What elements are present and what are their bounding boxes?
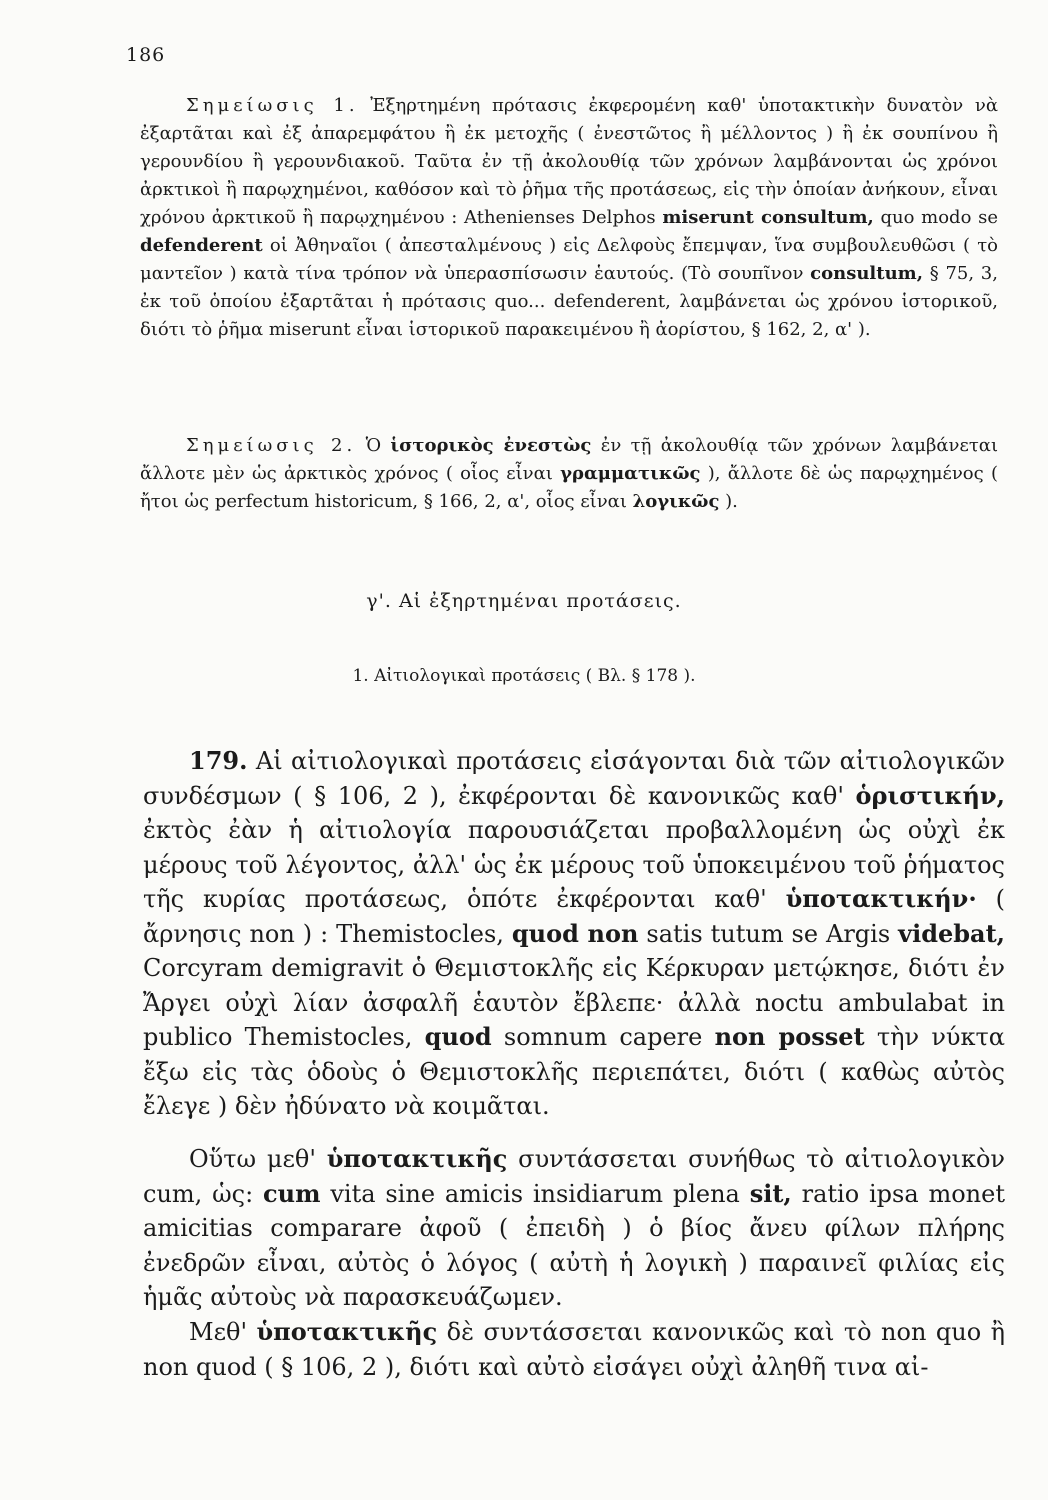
note-1-text-1: Ἐξηρτημένη πρότασις ἐκφερομένη καθ' ὑποτακτικὴν δυνατὸν νὰ ἐξαρτᾶται καὶ ἐξ ἀπαρεμφάτου ἢ ἐκ μετοχῆς ( ἐνεστῶτος ἢ μέλλοντος ) ἢ ἐκ σουπίνου ἢ γερουνδίου ἢ γερουνδιακοῦ. Ταῦτα ἐν τῇ ἀκολουθίᾳ τῶν χρόνων λαμβάνονται ὡς χρόνοι ἀρκτικοὶ ἢ παρῳχημένοι, καθόσον καὶ τὸ ῥῆμα τῆς προτάσεως, εἰς τὴν ὁποίαν ἀνήκουν, εἶναι χρόνου ἀρκτικοῦ ἢ παρῳχημένου : Athenienses Delphos (140, 95, 999, 228)
p179-bold-1: ὁριστικήν, (855, 780, 1005, 810)
paragraph-number: 179. (189, 746, 248, 775)
page-number: 186 (126, 44, 166, 66)
p179-text-4: satis tutum se Argis (638, 919, 899, 948)
paragraph-non-quo (143, 1315, 1005, 1384)
pmeth-text-1: Μεθ' (189, 1318, 257, 1346)
note-2-text-2: ἐν τῇ ἀκολουθίᾳ τῶν χρόνων λαμβάνεται ἄλλοτε μὲν ὡς ἀρκτικὸς χρόνος ( οἷος εἶναι (140, 435, 998, 484)
note-1-text-2: quo modo se (873, 207, 998, 228)
pouto-text-3: vita sine amicis insidiarum plena (320, 1179, 750, 1208)
p179-bold-4: videbat, (898, 918, 1006, 948)
pouto-bold-1: ὑποτακτικῆς (326, 1144, 508, 1173)
paragraph-179 (143, 744, 1005, 1124)
note-1 (140, 92, 998, 344)
p179-text-2: ἐκτὸς ἐὰν ἡ αἰτιολογία παρουσιάζεται προβαλλομένη ὡς οὐχὶ ἐκ μέρους τοῦ λέγοντος, ἀλλ' ὡς ἐκ μέρους τοῦ ὑποκειμένου τοῦ ῥήματος τῆς κυρίας προτάσεως, ὁπότε ἐκφέρονται καθ' (143, 816, 1005, 913)
section-subheading: 1. Αἰτιολογικαὶ προτάσεις ( Βλ. § 178 ). (352, 666, 696, 686)
note-2-bold-3: λογικῶς (632, 491, 720, 512)
paragraph-cum (143, 1142, 1005, 1315)
p179-text-6: somnum capere (491, 1023, 715, 1051)
pmeth-bold-1: ὑποτακτικῆς (256, 1317, 438, 1346)
note-2-text-4: ). (719, 491, 738, 512)
p179-text-5: Corcyram demigravit ὁ Θεμιστοκλῆς εἰς Κέρκυραν μετῴκησε, διότι ἐν Ἄργει οὐχὶ λίαν ἀσφαλῆ ἑαυτὸν ἔβλεπε· ἀλλὰ noctu ambulabat in publico Themistocles, (143, 954, 1005, 1051)
pouto-text-1: Οὕτω μεθ' (189, 1145, 327, 1173)
note-1-bold-3: consultum, (810, 263, 923, 284)
pouto-text-4: ratio ipsa monet amicitias comparare ἀφοῦ ( ἐπειδὴ ) ὁ βίος ἄνευ φίλων πλήρης ἐνεδρῶν εἶναι, αὐτὸς ὁ λόγος ( αὐτὴ ἡ λογικὴ ) παραινεῖ φιλίας εἰς ἡμᾶς αὐτοὺς νὰ παρασκευάζωμεν. (143, 1179, 1005, 1311)
note-2-bold-2: γραμματικῶς (560, 463, 701, 484)
note-1-text-3: οἱ Ἀθηναῖοι ( ἀπεσταλμένους ) εἰς Δελφοὺς ἔπεμψαν, ἵνα συμβουλευθῶσι ( τὸ μαντεῖον ) κατὰ τίνα τρόπον νὰ ὑπερασπίσωσιν ἑαυτούς. (Τὸ σουπῖνον (140, 235, 998, 284)
pouto-bold-3: sit, (749, 1178, 792, 1208)
note-2-text-1: Ὁ (356, 435, 391, 456)
pouto-text-2: συντάσσεται συνήθως τὸ αἰτιολογικὸν cum, ὡς: (143, 1145, 1005, 1208)
note-2-label: Σημείωσις 2. (186, 435, 357, 456)
pmeth-text-2: δὲ συντάσσεται κανονικῶς καὶ τὸ non quo ἢ non quod ( § 106, 2 ), διότι καὶ αὐτὸ εἰσάγει οὐχὶ ἀληθῆ τινα αἰ- (143, 1318, 1005, 1381)
note-1-bold-2: defenderent (140, 235, 263, 256)
note-2-bold-1: ἱστορικὸς ἐνεστὼς (390, 435, 592, 456)
section-heading: γ'. Αἱ ἐξηρτημέναι προτάσεις. (366, 590, 682, 612)
p179-text-1: Αἱ αἰτιολογικαὶ προτάσεις εἰσάγονται διὰ τῶν αἰτιολογικῶν συνδέσμων ( § 106, 2 ), ἐκφέρονται δὲ κανονικῶς καθ' (143, 747, 1005, 810)
note-2-text-3: ), ἄλλοτε δὲ ὡς παρῳχημένος ( ἤτοι ὡς perfectum historicum, § 166, 2, α', οἷος εἶναι (140, 463, 999, 512)
pouto-bold-2: cum (263, 1178, 321, 1208)
p179-bold-3: quod non (511, 918, 639, 948)
p179-bold-2: ὑποτακτικήν· (785, 884, 977, 913)
note-1-text-4: § 75, 3, ἐκ τοῦ ὁποίου ἐξαρτᾶται ἡ πρότασις quo... defenderent, λαμβάνεται ὡς χρόνου ἱστορικοῦ, διότι τὸ ῥῆμα miserunt εἶναι ἱστορικοῦ παρακειμένου ἢ ἀορίστου, § 162, 2, α' ). (140, 263, 998, 340)
note-1-bold-1: miserunt consultum, (662, 207, 874, 228)
note-2 (140, 432, 998, 516)
p179-bold-6: non posset (714, 1022, 865, 1051)
p179-bold-5: quod (424, 1022, 492, 1051)
p179-text-7: τὴν νύκτα ἔξω εἰς τὰς ὁδοὺς ὁ Θεμιστοκλῆς περιεπάτει, διότι ( καθὼς αὐτὸς ἔλεγε ) δὲν ἠδύνατο νὰ κοιμᾶται. (143, 1023, 1005, 1120)
note-1-label: Σημείωσις 1. (186, 95, 359, 116)
p179-text-3: ( ἄρνησις non ) : Themistocles, (143, 885, 1006, 948)
